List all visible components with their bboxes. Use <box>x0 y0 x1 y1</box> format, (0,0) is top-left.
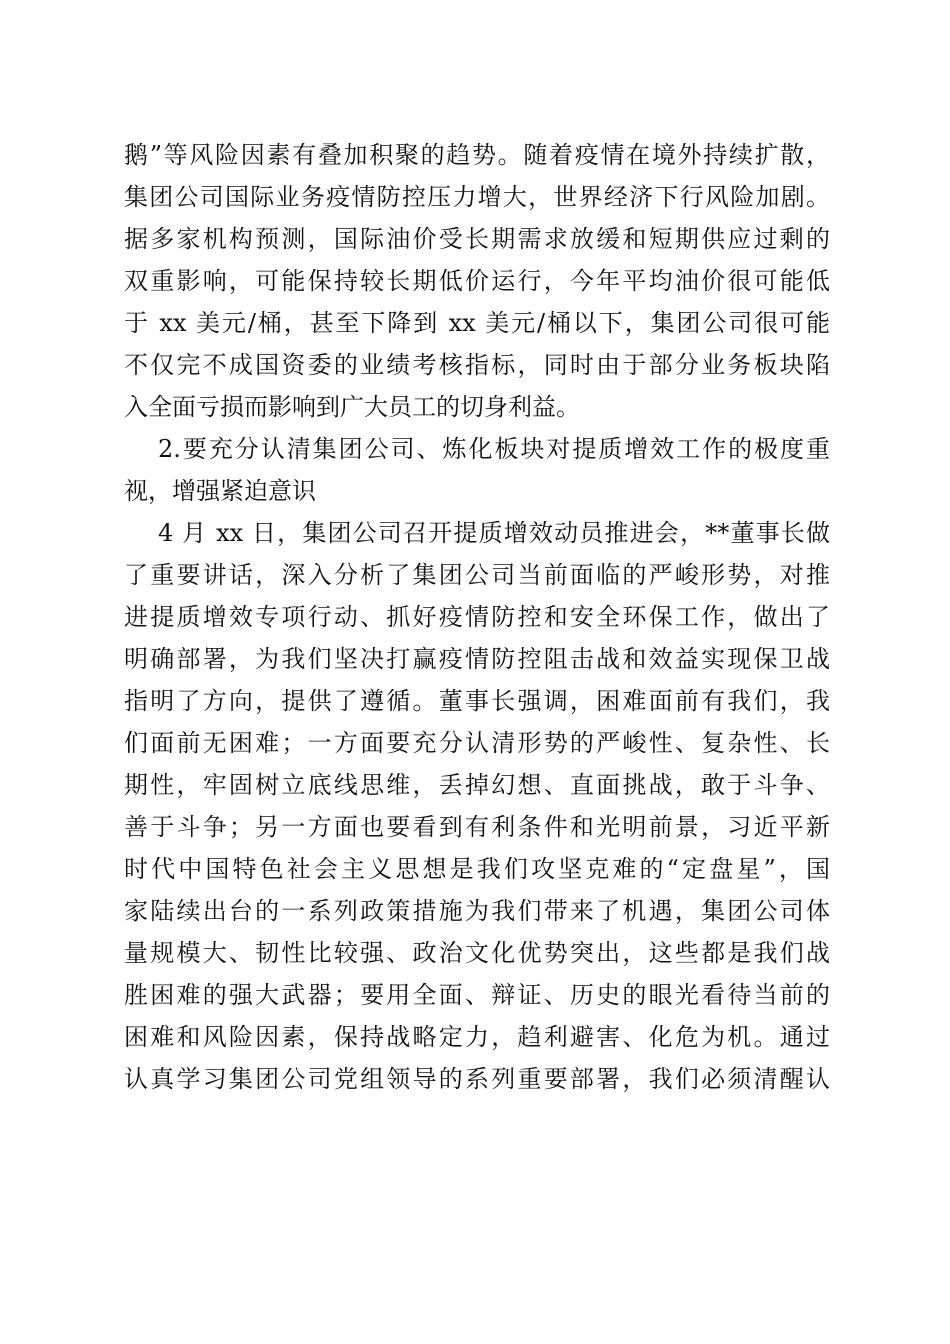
text-line: 于 xx 美元/桶，甚至下降到 xx 美元/桶以下，集团公司很可能 <box>124 309 830 337</box>
text-line: 据多家机构预测，国际油价受长期需求放缓和短期供应过剩的 <box>124 225 830 253</box>
text-line: 时代中国特色社会主义思想是我们攻坚克难的“定盘星”，国 <box>124 855 830 883</box>
section-heading-2 <box>124 428 830 512</box>
text-line: 不仅完不成国资委的业绩考核指标，同时由于部分业务板块陷 <box>124 351 830 379</box>
text-line: 困难和风险因素，保持战略定力，趋利避害、化危为机。通过 <box>124 1023 830 1051</box>
text-line: 指明了方向，提供了遵循。董事长强调，困难面前有我们，我 <box>124 687 830 715</box>
text-line: 们面前无困难；一方面要充分认清形势的严峻性、复杂性、长 <box>124 729 830 757</box>
text-line: 鹅”等风险因素有叠加积聚的趋势。随着疫情在境外持续扩散， <box>124 141 830 169</box>
text-line: 胜困难的强大武器；要用全面、辩证、历史的眼光看待当前的 <box>124 981 830 1009</box>
heading-line: 视，增强紧迫意识 <box>124 477 316 505</box>
text-line: 量规模大、韧性比较强、政治文化优势突出，这些都是我们战 <box>124 939 830 967</box>
text-line: 了重要讲话，深入分析了集团公司当前面临的严峻形势，对推 <box>124 561 830 589</box>
document-body <box>124 134 830 1100</box>
text-line: 集团公司国际业务疫情防控压力增大，世界经济下行风险加剧。 <box>124 183 830 211</box>
text-line: 入全面亏损而影响到广大员工的切身利益。 <box>124 393 580 421</box>
text-line: 家陆续出台的一系列政策措施为我们带来了机遇，集团公司体 <box>124 897 830 925</box>
text-line: 认真学习集团公司党组领导的系列重要部署，我们必须清醒认 <box>124 1065 830 1093</box>
text-line: 善于斗争；另一方面也要看到有利条件和光明前景，习近平新 <box>124 813 830 841</box>
text-line: 明确部署，为我们坚决打赢疫情防控阻击战和效益实现保卫战 <box>124 645 830 673</box>
text-line: 期性，牢固树立底线思维，丢掉幻想、直面挑战，敢于斗争、 <box>124 771 830 799</box>
paragraph-risk-factors <box>124 134 830 428</box>
text-line: 双重影响，可能保持较长期低价运行，今年平均油价很可能低 <box>124 267 830 295</box>
heading-line: 2.要充分认清集团公司、炼化板块对提质增效工作的极度重 <box>158 435 830 463</box>
text-line: 进提质增效专项行动、抓好疫情防控和安全环保工作，做出了 <box>124 603 830 631</box>
paragraph-meeting-summary <box>124 512 830 1100</box>
text-line: 4 月 xx 日，集团公司召开提质增效动员推进会，**董事长做 <box>158 519 830 547</box>
